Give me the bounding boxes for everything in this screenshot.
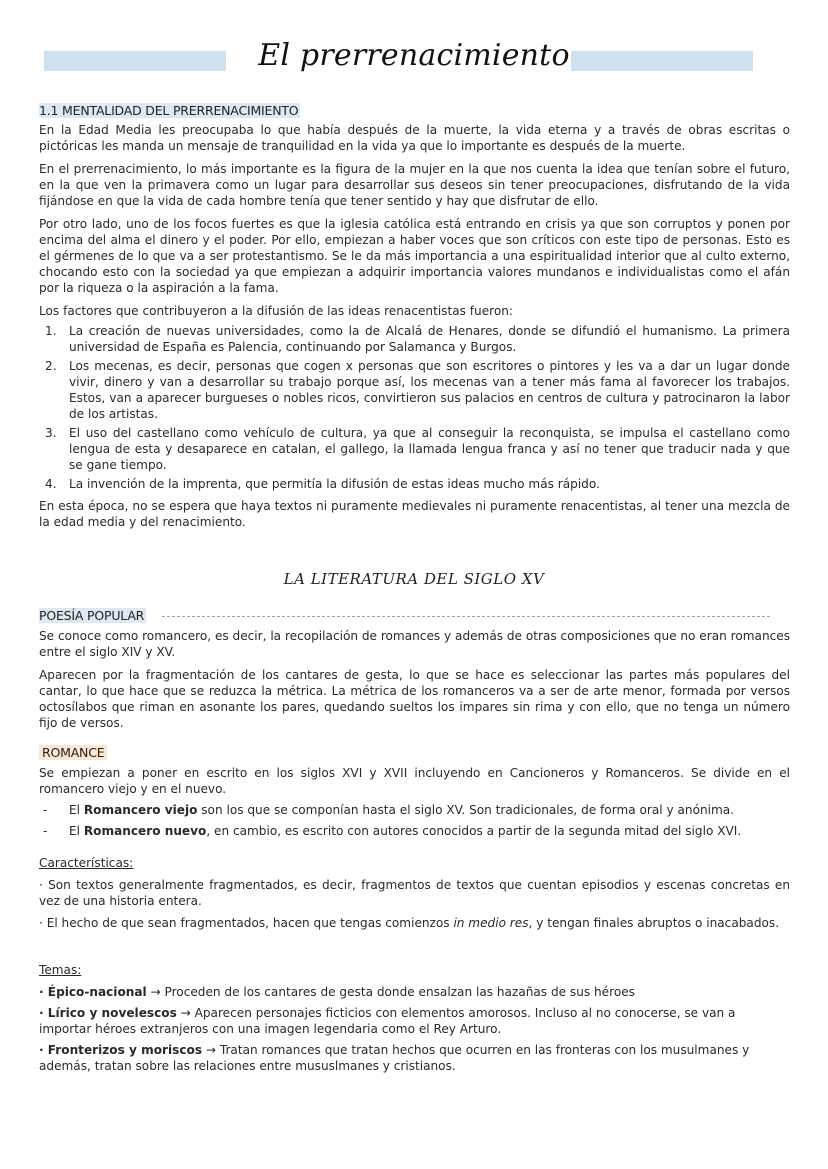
- tema-text: Aparecen personajes ficticios con elementos amorosos. Incluso al no conocerse, se van a importar héroes extranjeros con una imagen legendaria como el Rey Arturo.: [39, 1006, 736, 1036]
- poesia-body: [39, 628, 790, 731]
- list-item: [39, 823, 790, 839]
- romancero-list: [39, 802, 790, 839]
- list-item-text: El uso del castellano como vehículo de cultura, ya que al conseguir la reconquista, se impulsa el castellano como lengua de esta y desaparece en catalan, el gallego, la llamada lengua franca y así no tener que traducir nada y que se gane tiempo.: [69, 426, 790, 472]
- text: · Son textos generalmente fragmentados, es decir, fragmentos de textos que cuentan episodios y escenas concretas en vez de una historia entera.: [39, 878, 790, 908]
- dashed-divider: [162, 616, 770, 617]
- list-item: [39, 476, 790, 492]
- paragraph: Se empiezan a poner en escrito en los siglos XVI y XVII incluyendo en Cancioneros y Romanceros. Se divide en el romancero viejo y en el nuevo.: [39, 766, 790, 796]
- factors-intro: Los factores que contribuyeron a la difusión de las ideas renacentistas fueron:: [39, 304, 513, 318]
- list-number: 1.: [45, 324, 57, 338]
- caracteristicas-section: [39, 855, 790, 931]
- list-item-text: Los mecenas, es decir, personas que cogen x personas que son escritores o pintores y les va a dar un lugar donde vivir, dinero y van a desarrollar su trabajo porque así, los mecenas van a tener más fama al favorecer los trabajos. Estos, van a aparecer burgueses o nobles ricos, convirtieron sus palacios en centros de cultura y patrocinaron la labor de los artistas.: [69, 359, 790, 421]
- temas-heading: Temas:: [39, 963, 82, 977]
- factors-list: [39, 323, 790, 492]
- list-item: [39, 323, 790, 355]
- list-item: [39, 358, 790, 422]
- text: , y tengan finales abruptos o inacabados.: [528, 916, 780, 930]
- subsection-heading-text: ROMANCE: [39, 745, 107, 760]
- paragraph: En la Edad Media les preocupaba lo que había después de la muerte, la vida eterna y a través de obras escritas o pictóricas les manda un mensaje de tranquilidad en la vida ya que lo importante es después de la muerte.: [39, 123, 790, 153]
- temas-section: [39, 962, 790, 1074]
- subsection-heading-text: POESÍA POPULAR: [39, 608, 145, 623]
- paragraph: Aparecen por la fragmentación de los cantares de gesta, lo que se hace es seleccionar las partes más populares del cantar, lo que hace que se reduzca la métrica. La métrica de los romanceros va a ser de arte menor, formada por versos octosílabos que riman en asonante los pares, quedando sueltos los impares sin rima y con ello, que no tenga un número fijo de versos.: [39, 668, 790, 730]
- paragraph: Se conoce como romancero, es decir, la recopilación de romances y además de otras composiciones que no eran romances entre el siglo XIV y XV.: [39, 629, 790, 659]
- list-item: [39, 802, 790, 818]
- tema-item: [39, 984, 790, 1000]
- paragraph: En el prerrenacimiento, lo más importante es la figura de la mujer en la que nos cuenta la idea que tenían sobre el futuro, en la que ven la primavera como un lugar para desarrollar sus deseos sin tener preocupaciones, disfrutando de la vida fijándose en que la vida de cada hombre tenía que tener sentido y hay que disfrutar de ello.: [39, 162, 790, 208]
- tema-name: · Épico-nacional: [39, 985, 147, 999]
- term-bold: Romancero nuevo: [83, 824, 207, 838]
- arrow-icon: →: [146, 985, 165, 999]
- list-item: [39, 425, 790, 473]
- text: son los que se componían hasta el siglo XV. Son tradicionales, de forma oral y anónima.: [197, 803, 735, 817]
- list-number: 2.: [45, 359, 57, 373]
- tema-item: [39, 1042, 790, 1074]
- section-heading-mentalidad: [39, 103, 300, 118]
- section-mentalidad-body: [39, 122, 790, 530]
- caracteristicas-heading: Características:: [39, 856, 134, 870]
- subsection-heading-poesia: [39, 608, 146, 623]
- term-bold: Romancero viejo: [83, 803, 198, 817]
- arrow-icon: →: [176, 1006, 195, 1020]
- page-title: El prerrenacimiento: [258, 38, 570, 73]
- section-heading-literatura: LA LITERATURA DEL SIGLO XV: [283, 570, 545, 588]
- dash-bullet: -: [43, 803, 48, 817]
- tema-item: [39, 1005, 790, 1037]
- tema-name: · Fronterizos y moriscos: [39, 1043, 203, 1057]
- text: El: [69, 824, 84, 838]
- list-item-text: La invención de la imprenta, que permitía la difusión de estas ideas mucho más rápido.: [69, 477, 600, 491]
- text: , en cambio, es escrito con autores conocidos a partir de la segunda mitad del siglo XVI.: [206, 824, 742, 838]
- paragraph: [39, 915, 790, 931]
- tema-name: · Lírico y novelescos: [39, 1006, 177, 1020]
- tema-text: Tratan romances que tratan hechos que ocurren en las fronteras con los musulmanes y además, tratan sobre las relaciones entre mususlmanes y cristianos.: [39, 1043, 750, 1073]
- paragraph: Por otro lado, uno de los focos fuertes es que la iglesia católica está entrando en crisis ya que son corruptos y ponen por encima del alma el dinero y el poder. Por ello, empiezan a haber voces que son críticos con este tipo de personas. Esto es el gérmenes de lo que va a ser protestantismo. Se le da más importancia a una espiritualidad interior que al culto externo, chocando esto con la sociedad ya que empiezan a adquirir importancia valores mundanos e individualistas como el afán por la riqueza o la aspiración a la fama.: [39, 217, 790, 295]
- subsection-heading-romance: [39, 745, 107, 760]
- italic-term: in medio res: [453, 916, 529, 930]
- tema-text: Proceden de los cantares de gesta donde ensalzan las hazañas de sus héroes: [164, 985, 635, 999]
- list-item-text: La creación de nuevas universidades, como la de Alcalá de Henares, donde se difundió el humanismo. La primera universidad de España es Palencia, continuando por Salamanca y Burgos.: [69, 324, 790, 354]
- dash-bullet: -: [43, 824, 48, 838]
- closing-paragraph: En esta época, no se espera que haya textos ni puramente medievales ni puramente renacentistas, al tener una mezcla de la edad media y del renacimiento.: [39, 499, 790, 529]
- section-heading-text: 1.1 MENTALIDAD DEL PRERRENACIMIENTO: [39, 103, 299, 118]
- list-number: 4.: [45, 477, 57, 491]
- text: · El hecho de que sean fragmentados, hacen que tengas comienzos: [39, 916, 454, 930]
- romance-body: [39, 765, 790, 844]
- arrow-icon: →: [202, 1043, 220, 1057]
- list-number: 3.: [45, 426, 57, 440]
- paragraph: [39, 877, 790, 909]
- text: El: [69, 803, 84, 817]
